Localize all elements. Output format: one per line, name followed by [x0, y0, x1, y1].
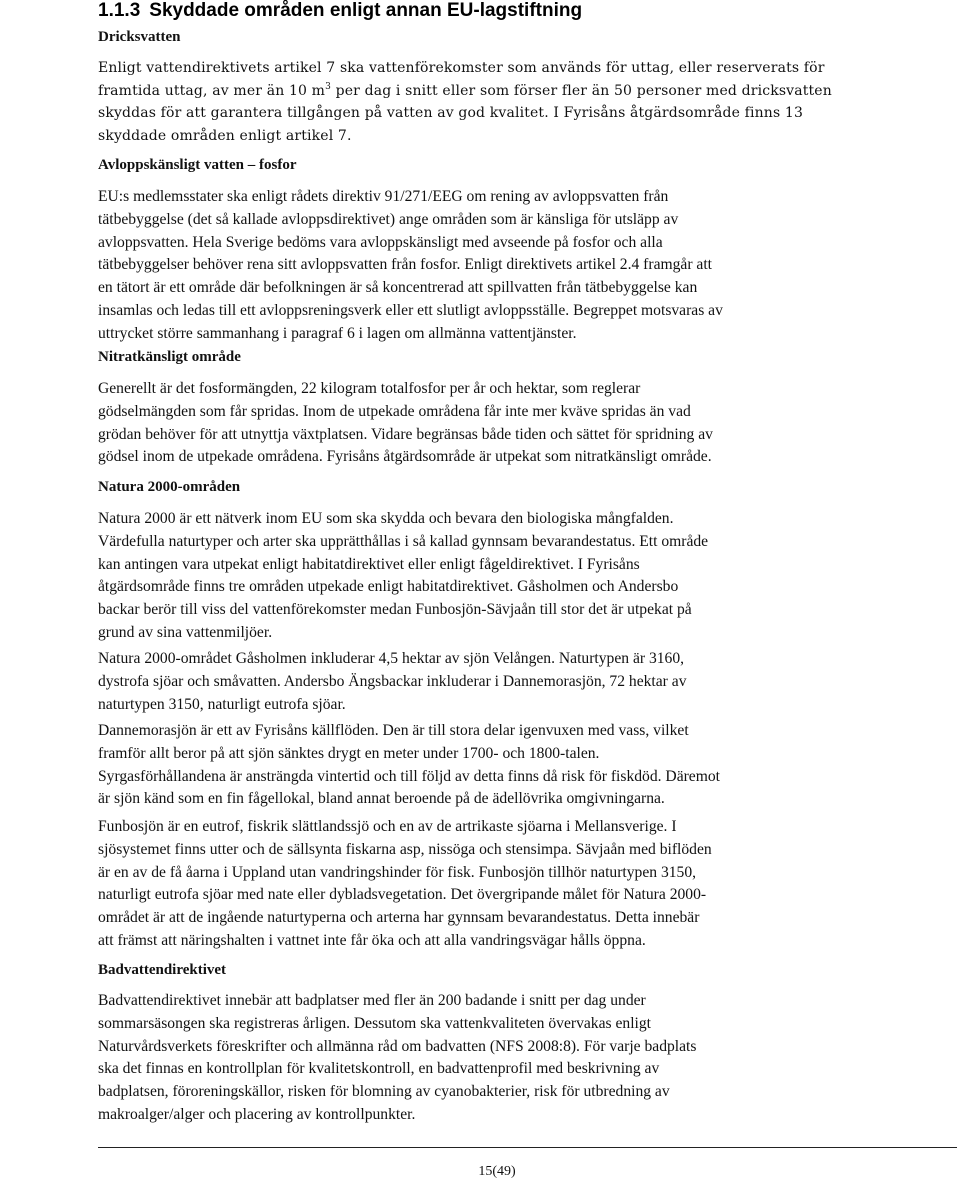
text-line: Generellt är det fosformängden, 22 kilogram totalfosfor per år och hektar, som reglerar — [98, 380, 641, 397]
text-line: framför allt beror på att sjön sänktes drygt en meter under 1700- och 1800-talen. — [98, 744, 600, 762]
text-line: grödan behöver för att utnyttja växtplatsen. Vidare begränsas både tiden och sättet för spridning av — [98, 425, 713, 443]
text-line: skyddade områden enligt artikel 7. — [98, 127, 352, 144]
page-number: 15(49) — [478, 1164, 516, 1179]
section-number: 1.1.3 — [98, 0, 141, 21]
text-line: Natura 2000 är ett nätverk inom EU som ska skydda och bevara den biologiska mångfalden. — [98, 510, 674, 527]
text-line: dystrofa sjöar och småvatten. Andersbo Ängsbackar inkluderar i Dannemorasjön, 72 hektar av — [98, 672, 687, 690]
paragraph-nitrat — [98, 378, 858, 469]
text-line: uttrycket större sammanhang i paragraf 6 i lagen om allmänna vattentjänster. — [98, 324, 577, 342]
paragraph-natura-1 — [98, 508, 858, 645]
paragraph-dricksvatten — [98, 57, 858, 147]
text-line: gödselmängden som får spridas. Inom de utpekade områdena får inte mer kväve spridas än vad — [98, 402, 691, 420]
heading-badvatten: Badvattendirektivet — [98, 962, 227, 978]
paragraph-avlopp — [98, 186, 858, 346]
heading-avlopp: Avloppskänsligt vatten – fosfor — [98, 157, 297, 173]
paragraph-badvatten — [98, 990, 858, 1127]
text-line: naturtypen 3150, naturligt eutrofa sjöar. — [98, 695, 346, 713]
text-line: naturligt eutrofa sjöar med nate eller dybladsvegetation. Det övergripande målet för Natura 2000- — [98, 886, 707, 904]
paragraph-natura-3 — [98, 720, 858, 811]
heading-natura: Natura 2000-områden — [98, 479, 241, 495]
text-line: gödsel inom de utpekade områdena. Fyrisåns åtgärdsområde är utpekat som nitratkänsligt område. — [98, 448, 712, 466]
section-title — [98, 0, 582, 22]
text-line: kan antingen vara utpekat enligt habitatdirektivet eller enligt fågeldirektivet. I Fyrisåns — [98, 555, 640, 573]
text-fragment: per dag i snitt eller som förser fler än 50 personer med dricksvatten — [331, 82, 832, 99]
text-line: badplatsen, föroreningskällor, risken för blomning av cyanobakterier, risk för utbredning av — [98, 1083, 670, 1101]
text-line: är en av de få åarna i Uppland utan vandringshinder för fisk. Funbosjön tillhör naturtypen 3150, — [98, 863, 697, 881]
footer-divider — [98, 1147, 957, 1148]
text-line: avloppsvatten. Hela Sverige bedöms vara avloppskänsligt med avseende på fosfor och alla — [98, 233, 663, 251]
text-line — [98, 80, 858, 103]
text-line: Badvattendirektivet innebär att badplatser med fler än 200 badande i snitt per dag under — [98, 992, 646, 1009]
text-line: insamlas och ledas till ett avloppsreningsverk eller ett slutligt avloppsställe. Begreppet motsvaras av — [98, 301, 723, 319]
text-line: grund av sina vattenmiljöer. — [98, 623, 273, 641]
text-line: Syrgasförhållandena är ansträngda vintertid och till följd av detta finns då risk för fiskdöd. Däremot — [98, 767, 720, 785]
superscript: 3 — [325, 81, 331, 92]
page-footer — [0, 1163, 960, 1181]
text-line: backar berör till viss del vattenförekomster medan Funbosjön-Sävjaån till stor det är utpekat på — [98, 601, 692, 619]
text-line: att främst att näringshalten i vattnet inte får öka och att alla vandringsvägar hålls öppna. — [98, 931, 646, 949]
text-line: Enligt vattendirektivets artikel 7 ska vattenförekomster som används för uttag, eller reserverats för — [98, 60, 825, 76]
text-line: Dannemorasjön är ett av Fyrisåns källflöden. Den är till stora delar igenvuxen med vass, vilket — [98, 722, 689, 739]
text-line: sjösystemet finns utter och de sällsynta fiskarna asp, nissöga och stensimpa. Sävjaån med biflöden — [98, 840, 712, 858]
paragraph-natura-4 — [98, 816, 858, 953]
heading-dricksvatten: Dricksvatten — [98, 29, 181, 45]
text-line: Funbosjön är en eutrof, fiskrik slättlandssjö och en av de artrikaste sjöarna i Mellansverige. I — [98, 818, 677, 835]
text-line: Värdefulla naturtyper och arter ska upprätthållas i så kallad gynnsam bevarandestatus. Ett område — [98, 532, 709, 550]
text-line: EU:s medlemsstater ska enligt rådets direktiv 91/271/EEG om rening av avloppsvatten från — [98, 188, 669, 205]
text-line: tätbebyggelser behöver rena sitt avloppsvatten från fosfor. Enligt direktivets artikel 2.4 framgår att — [98, 256, 713, 274]
text-line: åtgärdsområde finns tre områden utpekade enligt habitatdirektivet. Gåsholmen och Andersbo — [98, 578, 679, 596]
text-line: Naturvårdsverkets föreskrifter och allmänna råd om badvatten (NFS 2008:8). För varje badplats — [98, 1037, 697, 1055]
text-line: makroalger/alger och placering av kontrollpunkter. — [98, 1105, 416, 1123]
text-line: sommarsäsongen ska registreras årligen. Dessutom ska vattenkvaliteten övervakas enligt — [98, 1014, 651, 1032]
text-line: området är att de ingående naturtyperna och arterna har gynnsam bevarandestatus. Detta innebär — [98, 909, 700, 927]
paragraph-natura-2 — [98, 648, 858, 716]
section-title-text: Skyddade områden enligt annan EU-lagstiftning — [149, 0, 583, 21]
text-fragment: framtida uttag, av mer än 10 m — [98, 82, 326, 99]
text-line: ska det finnas en kontrollplan för kvalitetskontroll, en badvattenprofil med beskrivning av — [98, 1060, 660, 1078]
text-line: en tätort är ett område där befolkningen är så koncentrerad att spillvatten från tätbebyggelse kan — [98, 279, 698, 297]
text-line: är sjön känd som en fin fågellokal, bland annat beroende på de ädellövrika omgivningarna. — [98, 790, 665, 808]
heading-nitrat: Nitratkänsligt område — [98, 349, 241, 365]
text-line: skyddas för att garantera tillgången på vatten av god kvalitet. I Fyrisåns åtgärdsområde finns 13 — [98, 105, 804, 122]
text-line: tätbebyggelse (det så kallade avloppsdirektivet) ange områden som är känsliga för utsläpp av — [98, 210, 679, 228]
text-line: Natura 2000-området Gåsholmen inkluderar 4,5 hektar av sjön Velången. Naturtypen är 3160, — [98, 650, 685, 667]
